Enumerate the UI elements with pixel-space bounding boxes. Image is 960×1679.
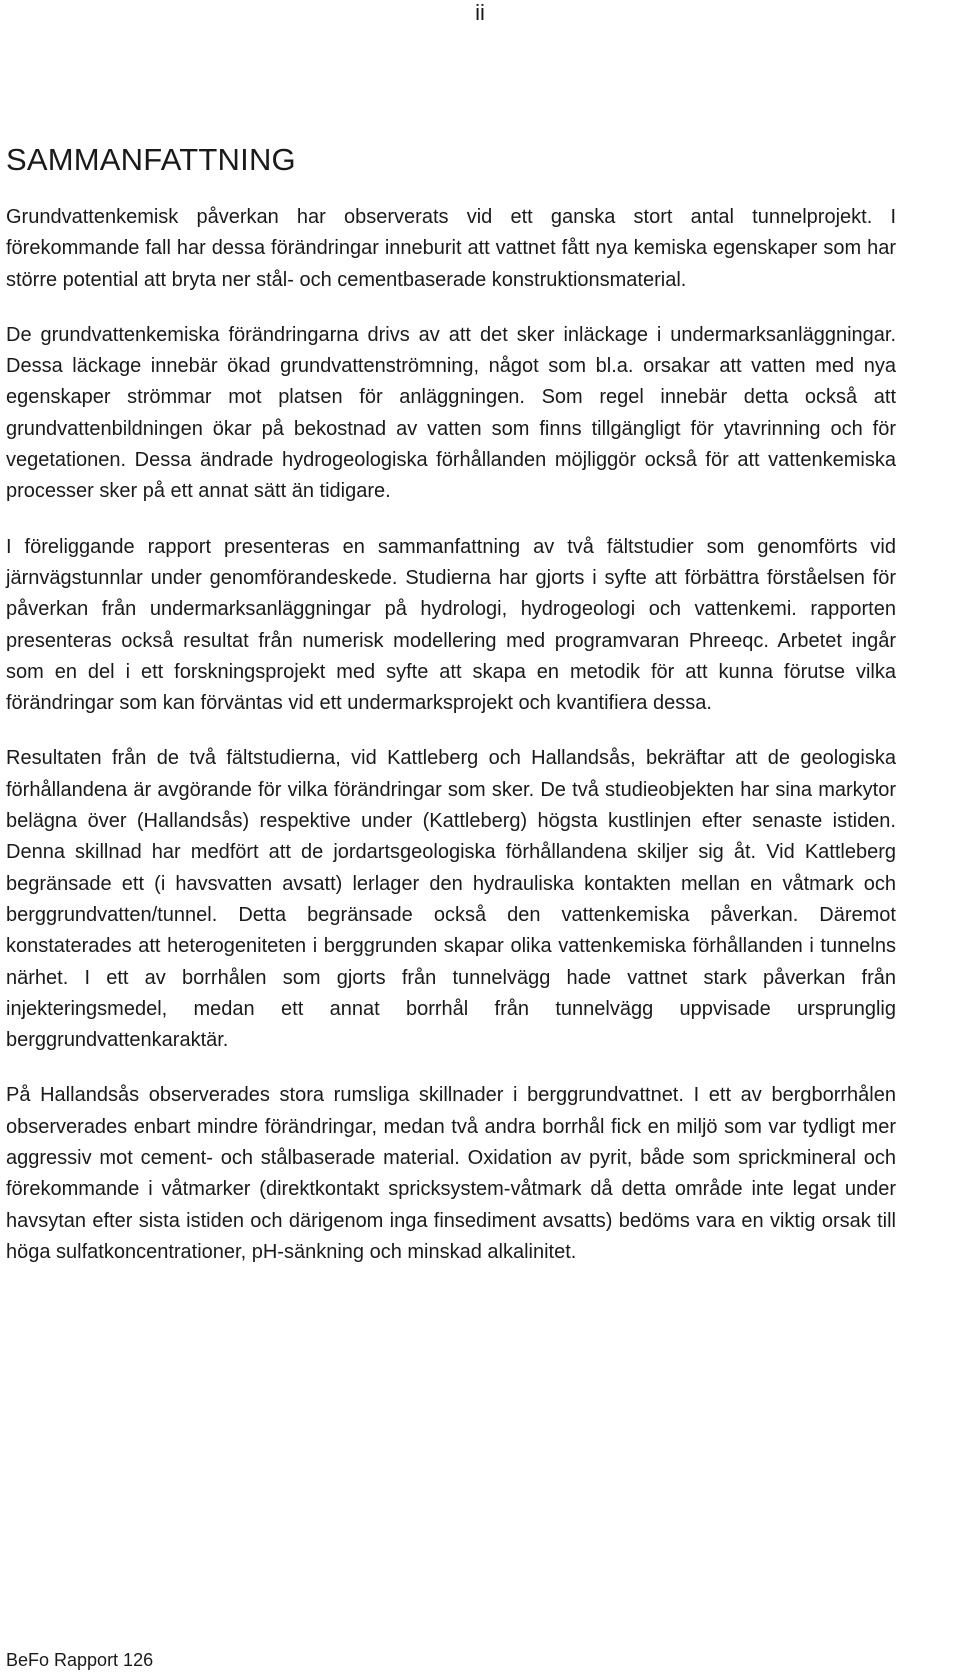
page-number: ii bbox=[475, 0, 485, 25]
document-body bbox=[6, 140, 896, 1292]
paragraph: Grundvattenkemisk påverkan har observerats vid ett ganska stort antal tunnelprojekt. I förekommande fall har dessa förändringar inneburit att vattnet fått nya kemiska egenskaper som har större potential att bryta ner stål- och cementbaserade konstruktionsmaterial. bbox=[6, 206, 896, 291]
paragraph: Resultaten från de två fältstudierna, vid Kattleberg och Hallandsås, bekräftar att de geologiska förhållandena är avgörande för vilka förändringar som sker. De två studieobjekten har sina markytor belägna över (Hallandsås) respektive under (Kattleberg) högsta kustlinjen efter senaste istiden. Denna skillnad har medfört att de jordartsgeologiska förhållandena skiljer sig åt. Vid Kattleberg begränsade ett (i havsvatten avsatt) lerlager den hydrauliska kontakten mellan en våtmark och berggrundvatten/tunnel. Detta begränsade också den vattenkemiska påverkan. Däremot konstaterades att heterogeniteten i berggrunden skapar olika vattenkemiska förhållanden i tunnelns närhet. I ett av borrhålen som gjorts från tunnelvägg hade vattnet stark påverkan från injekteringsmedel, medan ett annat borrhål från tunnelvägg uppvisade ursprunglig berggrundvattenkaraktär. bbox=[6, 747, 896, 1052]
paragraph: I föreliggande rapport presenteras en sammanfattning av två fältstudier som genomförts vid järnvägstunnlar under genomförandeskede. Studierna har gjorts i syfte att förbättra förståelsen för påverkan från undermarksanläggningar på hydrologi, hydrogeologi och vattenkemi. rapporten presenteras också resultat från numerisk modellering med programvaran Phreeqc. Arbetet ingår som en del i ett forskningsprojekt med syfte att skapa en metodik för att kunna förutse vilka förändringar som kan förväntas vid ett undermarksprojekt och kvantifiera dessa. bbox=[6, 535, 896, 715]
paragraph: På Hallandsås observerades stora rumsliga skillnader i berggrundvattnet. I ett av bergborrhålen observerades enbart mindre förändringar, medan två andra borrhål fick en miljö som var tydligt mer aggressiv mot cement- och stålbaserade material. Oxidation av pyrit, både som sprickmineral och förekommande i våtmarker (direktkontakt spricksystem-våtmark då detta område inte legat under havsytan efter sista istiden och därigenom inga finsediment avsatts) bedöms vara en viktig orsak till höga sulfatkoncentrationer, pH-sänkning och minskad alkalinitet. bbox=[6, 1084, 896, 1263]
page-footer: BeFo Rapport 126 bbox=[6, 1650, 154, 1670]
section-heading: SAMMANFATTNING bbox=[6, 142, 296, 177]
paragraph: De grundvattenkemiska förändringarna drivs av att det sker inläckage i undermarksanläggningar. Dessa läckage innebär ökad grundvattenströmning, något som bl.a. orsakar att vatten med nya egenskaper strömmar mot platsen för anläggningen. Som regel innebär detta också att grundvattenbildningen ökar på bekostnad av vatten som finns tillgängligt för ytavrinning och för vegetationen. Dessa ändrade hydrogeologiska förhållanden möjliggör också för att vattenkemiska processer sker på ett annat sätt än tidigare. bbox=[6, 323, 896, 503]
